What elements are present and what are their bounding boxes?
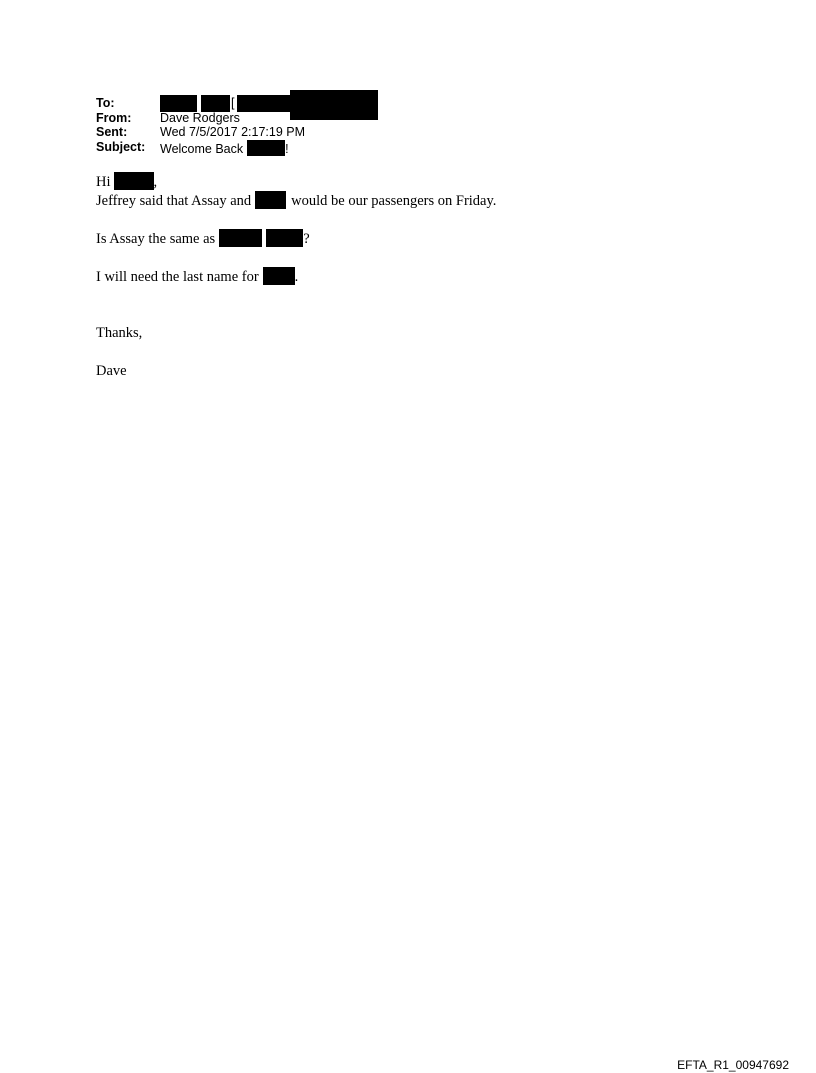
- redaction-block: [263, 267, 295, 285]
- closing-line: Thanks,: [96, 325, 143, 341]
- document-id: EFTA_R1_00947692: [677, 1058, 789, 1072]
- line3-prefix: I will need the last name for: [96, 269, 259, 285]
- redaction-block: [114, 172, 154, 190]
- to-bracket: [: [231, 96, 235, 110]
- line2-prefix: Is Assay the same as: [96, 231, 216, 247]
- redaction-block: [247, 140, 285, 156]
- subject-value: [160, 140, 289, 157]
- line1-prefix: Jeffrey said that Assay and: [96, 193, 252, 209]
- greeting-line: [96, 172, 496, 191]
- subject-prefix: Welcome Back: [160, 141, 244, 156]
- redaction-block: [266, 229, 303, 247]
- redaction-block: [255, 191, 286, 209]
- body-line-1: [96, 191, 496, 210]
- redaction-block: [219, 229, 262, 247]
- sent-label: Sent:: [96, 125, 128, 140]
- line2-suffix: ?: [303, 231, 310, 247]
- signature-line: Dave: [96, 363, 127, 379]
- subject-suffix: !: [285, 141, 289, 156]
- from-label: From:: [96, 110, 132, 125]
- body-line-2: [96, 229, 496, 248]
- body-line-3: [96, 267, 496, 286]
- redaction-block: [160, 95, 197, 112]
- greeting-prefix: Hi: [96, 174, 111, 190]
- line3-suffix: .: [294, 269, 299, 285]
- greeting-suffix: ,: [153, 174, 158, 190]
- subject-label: Subject:: [96, 139, 146, 154]
- redaction-block: [201, 95, 230, 112]
- redaction-block: [237, 95, 290, 112]
- to-label: To:: [96, 96, 115, 110]
- sent-value: Wed 7/5/2017 2:17:19 PM: [160, 125, 306, 140]
- from-value: Dave Rodgers: [160, 110, 240, 125]
- email-body: [96, 172, 496, 381]
- redaction-block: [290, 90, 378, 120]
- line1-suffix: would be our passengers on Friday.: [291, 193, 497, 209]
